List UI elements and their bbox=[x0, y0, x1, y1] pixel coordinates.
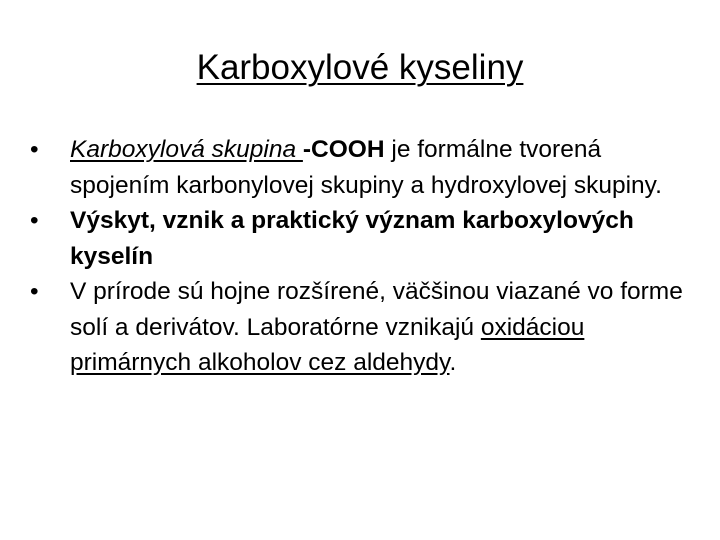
bullet-point-icon: • bbox=[30, 136, 39, 163]
oxidation-link[interactable]: oxidáciou primárnych alkoholov cez aldehydy bbox=[70, 313, 585, 376]
bullet-item-nature-occurrence bbox=[28, 274, 688, 381]
bullet-point-icon: • bbox=[30, 278, 39, 305]
nature-occurrence-end: . bbox=[449, 349, 457, 376]
occurrence-heading: Výskyt, vznik a praktický význam karboxylových kyselín bbox=[70, 207, 634, 270]
slide-title: Karboxylové kyseliny bbox=[196, 48, 524, 87]
bullet-list bbox=[28, 132, 688, 381]
nature-occurrence-text: V prírode sú hojne rozšírené, väčšinou viazané vo forme solí a derivátov. Laboratórne vznikajú bbox=[70, 278, 683, 341]
bullet-point-icon: • bbox=[30, 207, 39, 234]
bullet-item-occurrence-heading bbox=[28, 203, 688, 274]
carboxyl-description: je formálne tvorená spojením karbonylovej skupiny a hydroxylovej skupiny. bbox=[70, 136, 662, 199]
carboxyl-group-term: Karboxylová skupina bbox=[70, 136, 303, 163]
bullet-item-carboxyl-group bbox=[28, 132, 688, 203]
carboxyl-formula: -COOH bbox=[302, 136, 385, 163]
